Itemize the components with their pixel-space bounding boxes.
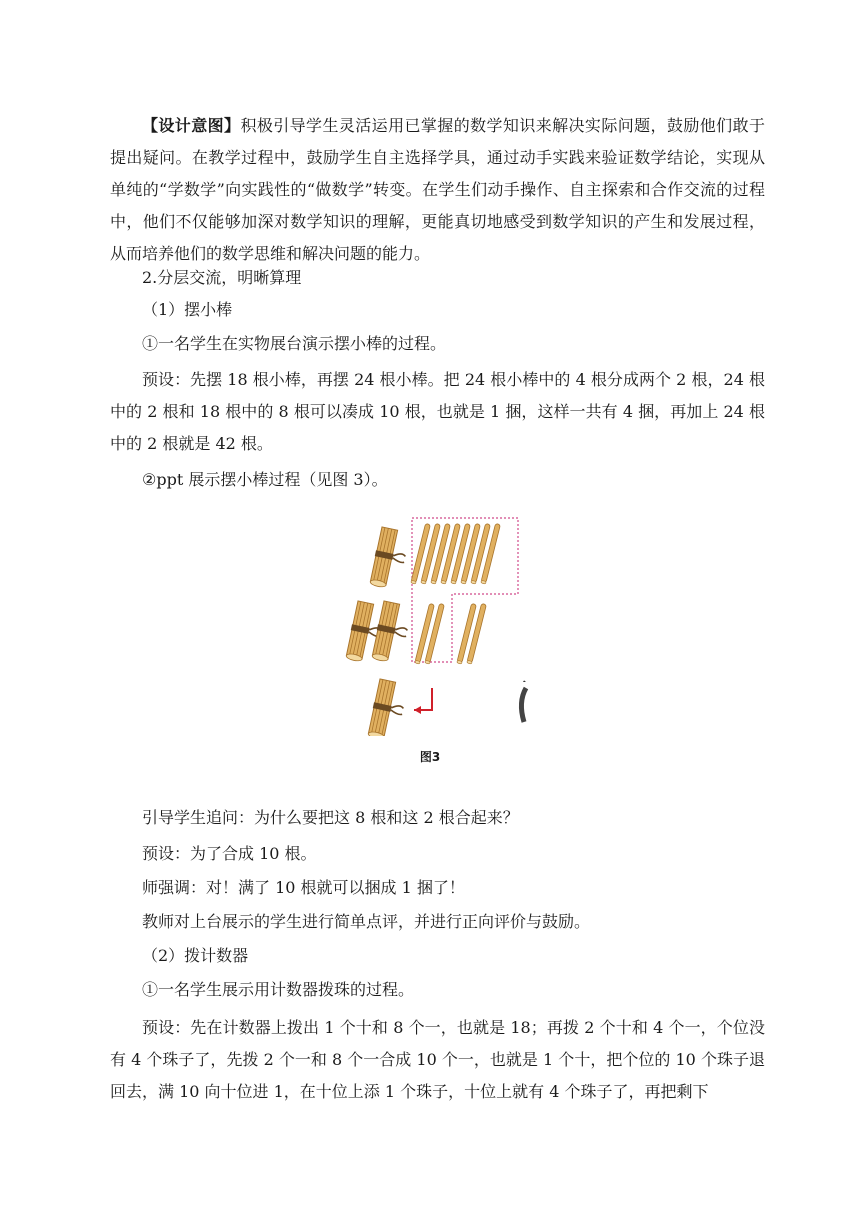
bundle-icon [367,679,409,736]
design-intent-text: 积极引导学生灵活运用已掌握的数学知识来解决实际问题，鼓励他们敢于提出疑问。在教学过程中，鼓励学生自主选择学具，通过动手实践来验证数学结论，实现从单纯的“学数学”向实践性的“做数学”转变。在学生们动手操作、自主探索和合作交流的过程中，他们不仅能够加深对数学知识的理解，更能真切地感受到数学知识的产生和发展过程，从而培养他们的数学思维和解决问题的能力。 [110,116,765,263]
bundle-icon [371,601,413,665]
loose-sticks-row-1 [411,523,501,584]
teacher-emphasis: 师强调：对！满了 10 根就可以捆成 1 捆了！ [142,878,465,897]
figure-caption: 图3 [419,750,441,764]
follow-up-question: 引导学生追问：为什么要把这 8 根和这 2 根合起来？ [142,808,519,827]
bundle-icon [369,527,411,591]
subheading-counter: （2）拨计数器 [142,946,249,965]
section-heading-2: 2.分层交流，明晰算理 [142,268,302,287]
loose-sticks-row-2 [415,603,487,664]
preset-paragraph-1: 预设：先摆 18 根小棒，再摆 24 根小棒。把 24 根小棒中的 4 根分成两个 2 根，24 根中的 2 根和 18 根中的 8 根可以凑成 10 根，也就是 1 捆，这样一共有 4 捆，再加上 24 根中的 2 根就是 42 根。 [110,370,765,453]
red-arrow-icon [414,688,432,710]
design-intent-label: 【设计意图】 [142,116,241,135]
teacher-comment: 教师对上台展示的学生进行简单点评，并进行正向评价与鼓励。 [142,912,591,931]
preset-paragraph-2: 预设：为了合成 10 根。 [142,844,317,863]
step-1-counter: ①一名学生展示用计数器拨珠的过程。 [142,980,415,999]
step-1-demo: ①一名学生在实物展台演示摆小棒的过程。 [142,334,447,353]
step-2-ppt: ②ppt 展示摆小棒过程（见图 3）。 [142,470,388,489]
preset-paragraph-3: 预设：先在计数器上拨出 1 个十和 8 个一，也就是 18；再拨 2 个十和 4 个一，个位没有 4 个珠子了，先拨 2 个一和 8 个一合成 10 个一，也就是 1 个十，把个位的 10 个珠子退回去，满 10 向十位进 1，在十位上添 1 个珠子，十位上就有 4 个珠子了，再把剩下 [110,1018,765,1101]
subheading-sticks: （1）摆小棒 [142,300,233,319]
figure-3-sticks-illustration [340,512,530,736]
design-intent-paragraph [110,110,765,270]
